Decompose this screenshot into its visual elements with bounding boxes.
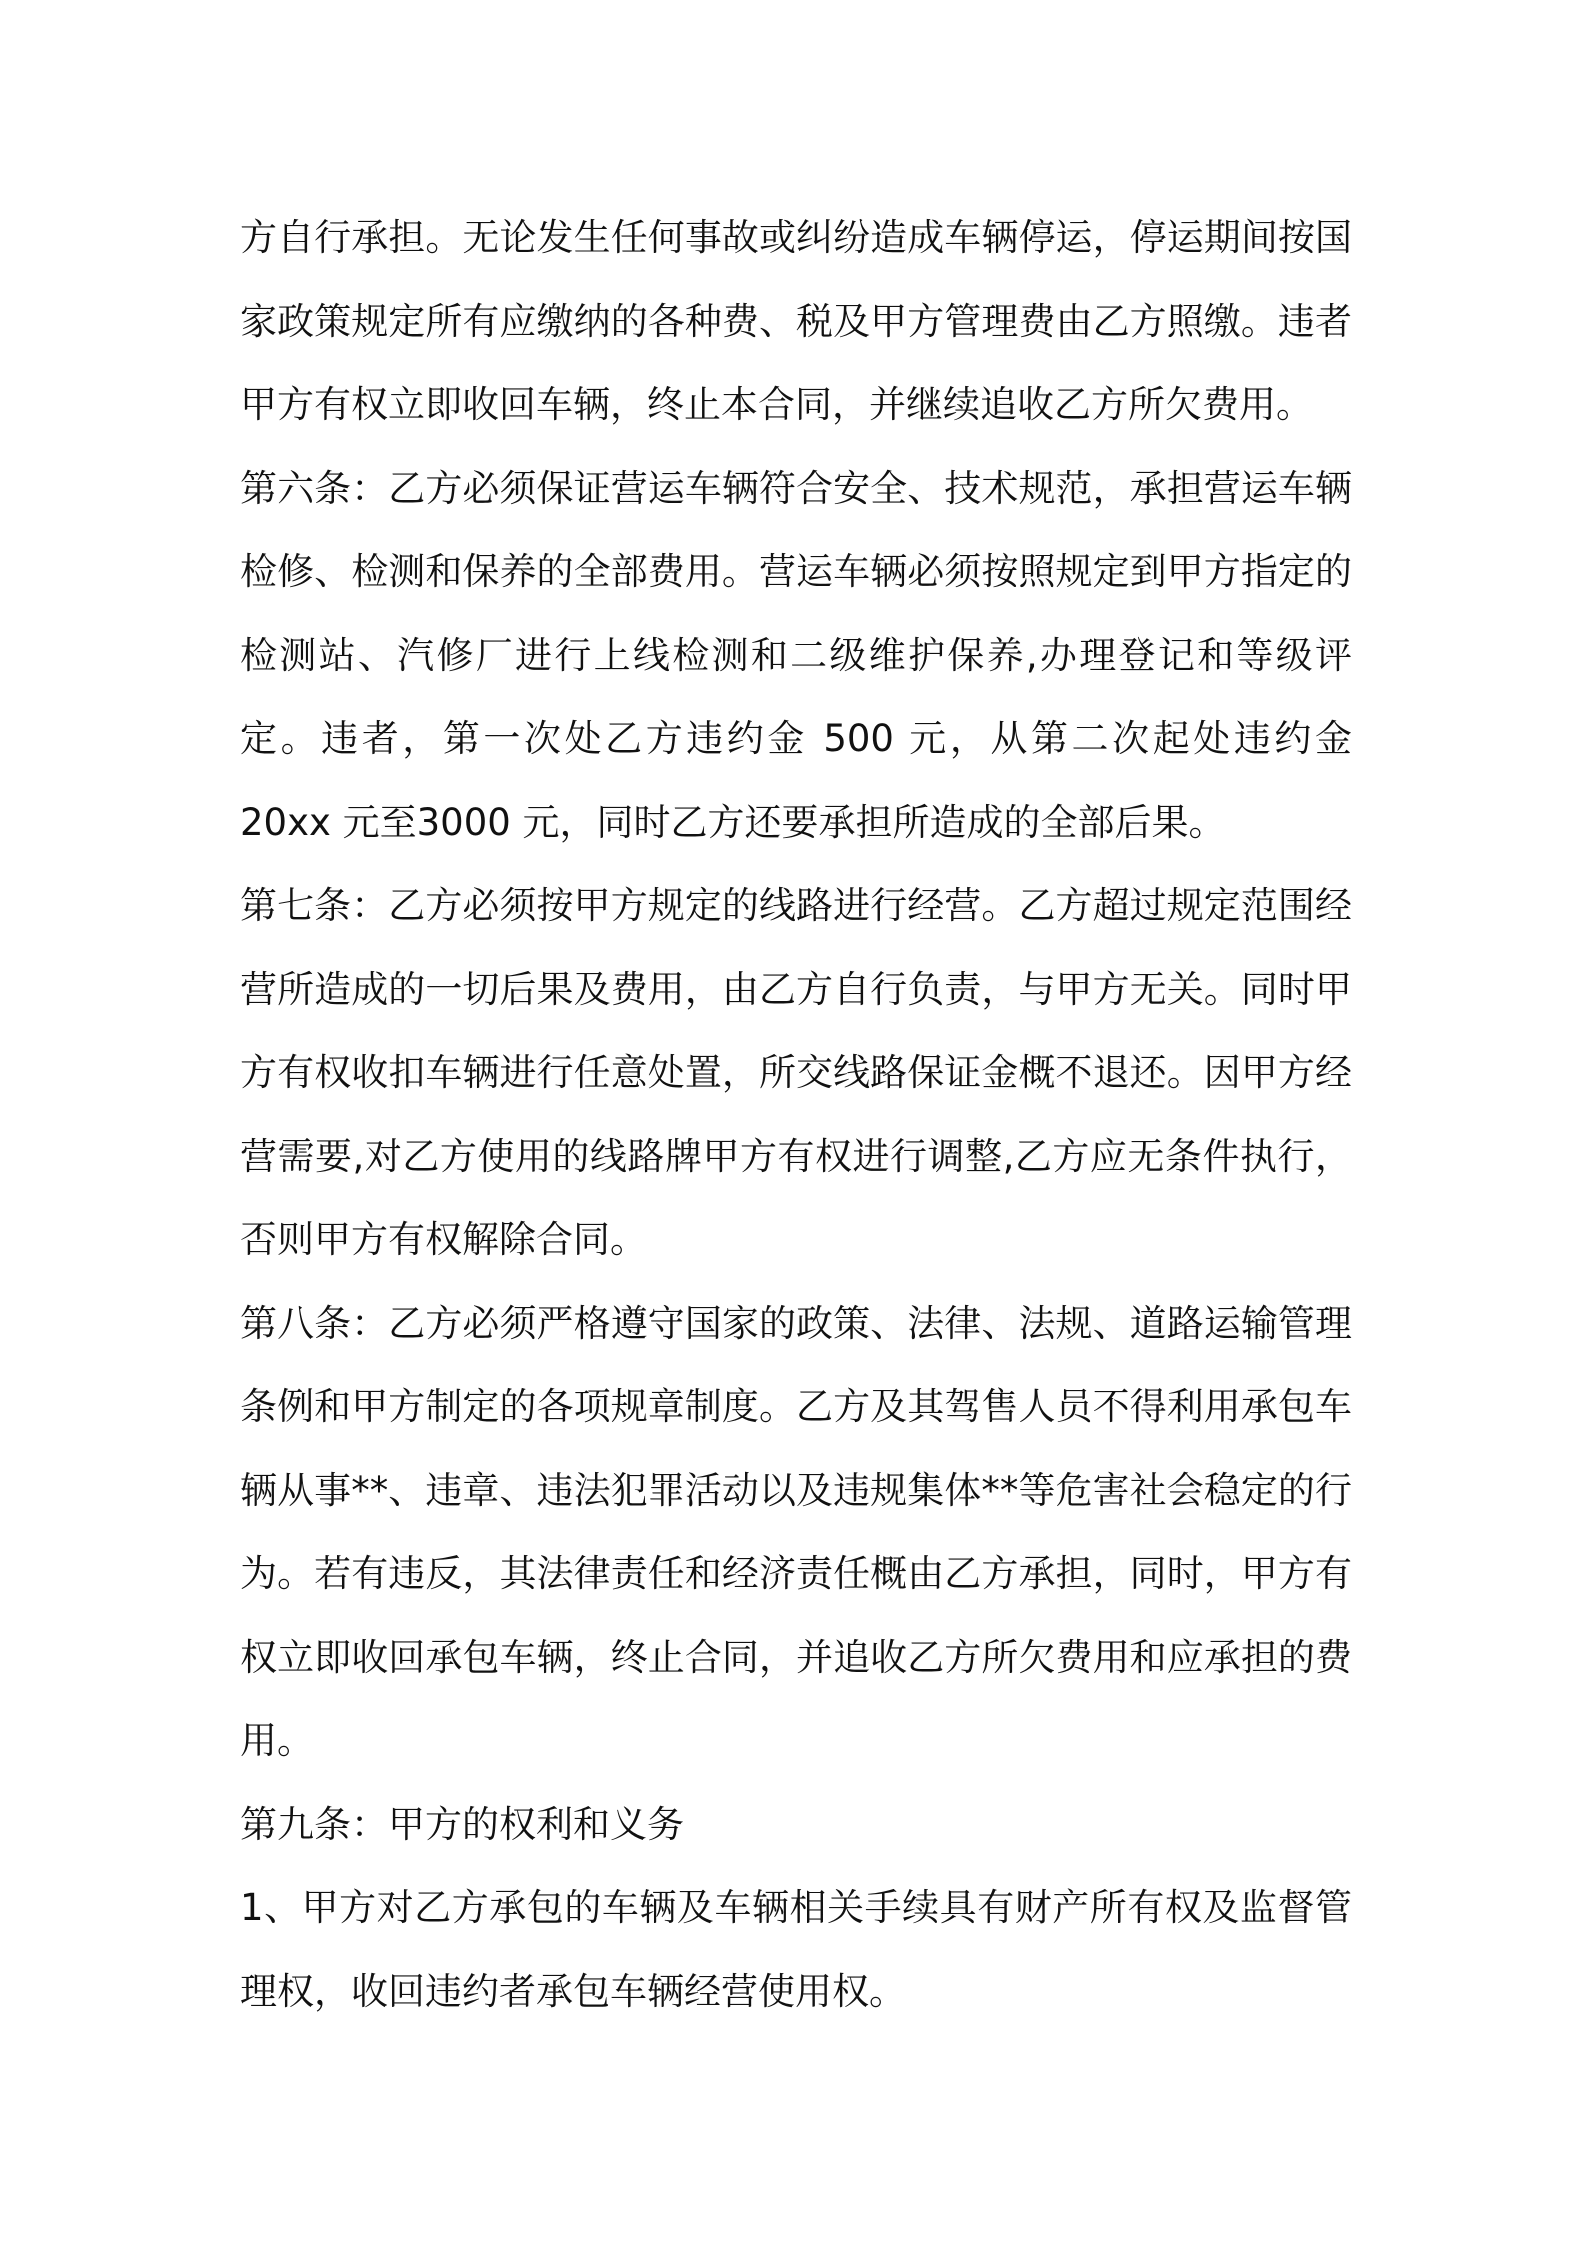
document-body bbox=[240, 196, 1352, 2033]
paragraph-article-6: 第六条：乙方必须保证营运车辆符合安全、技术规范，承担营运车辆检修、检测和保养的全部费用。营运车辆必须按照规定到甲方指定的检测站、汽修厂进行上线检测和二级维护保养,办理登记和等级评定。违者，第一次处乙方违约金 500 元，从第二次起处违约金 20xx 元至3000 元，同时乙方还要承担所造成的全部后果。 bbox=[240, 466, 1352, 844]
paragraph-article-7: 第七条：乙方必须按甲方规定的线路进行经营。乙方超过规定范围经营所造成的一切后果及费用，由乙方自行负责，与甲方无关。同时甲方有权收扣车辆进行任意处置，所交线路保证金概不退还。因甲方经营需要,对乙方使用的线路牌甲方有权进行调整,乙方应无条件执行，否则甲方有权解除合同。 bbox=[240, 884, 1352, 1261]
paragraph-continuation: 方自行承担。无论发生任何事故或纠纷造成车辆停运，停运期间按国家政策规定所有应缴纳的各种费、税及甲方管理费由乙方照缴。违者甲方有权立即收回车辆，终止本合同，并继续追收乙方所欠费用。 bbox=[240, 216, 1352, 426]
paragraph-article-9-heading: 第九条：甲方的权利和义务 bbox=[240, 1802, 684, 1846]
paragraph-article-8: 第八条：乙方必须严格遵守国家的政策、法律、法规、道路运输管理条例和甲方制定的各项规章制度。乙方及其驾售人员不得利用承包车辆从事**、违章、违法犯罪活动以及违规集体**等危害社会稳定的行为。若有违反，其法律责任和经济责任概由乙方承担，同时，甲方有权立即收回承包车辆，终止合同，并追收乙方所欠费用和应承担的费用。 bbox=[240, 1301, 1352, 1762]
paragraph-article-9-item-1: 1、甲方对乙方承包的车辆及车辆相关手续具有财产所有权及监督管理权，收回违约者承包车辆经营使用权。 bbox=[240, 1886, 1352, 2013]
